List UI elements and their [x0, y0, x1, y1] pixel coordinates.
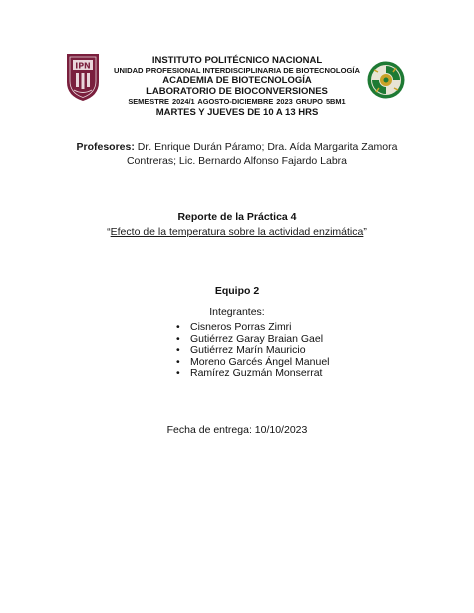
subtitle-open-quote: “ — [107, 226, 111, 238]
semester-line: SEMESTRE 2024/1 AGOSTO-DICIEMBRE 2023 GRUPO 5BM1 — [128, 97, 346, 106]
professors-block — [60, 140, 414, 168]
report-title: Reporte de la Práctica 4 — [177, 211, 297, 223]
unit-name: UNIDAD PROFESIONAL INTERDISCIPLINARIA DE BIOTECNOLOGÍA — [114, 66, 360, 75]
ipn-logo-text: IPN — [75, 61, 91, 71]
subtitle-close-quote: ” — [363, 226, 367, 238]
schedule-line: MARTES Y JUEVES DE 10 A 13 HRS — [155, 107, 319, 118]
upibi-logo — [366, 60, 406, 100]
institute-name: INSTITUTO POLITÉCNICO NACIONAL — [151, 55, 323, 66]
academy-name: ACADEMIA DE BIOTECNOLOGÍA — [162, 75, 312, 86]
lab-name: LABORATORIO DE BIOCONVERSIONES — [146, 86, 328, 97]
list-item: • Gutiérrez Garay Braian Gael — [176, 334, 330, 346]
ipn-logo — [64, 52, 102, 102]
members-list — [176, 322, 330, 380]
list-item: • Gutiérrez Marín Mauricio — [176, 345, 330, 357]
list-item: • Moreno Garcés Ángel Manuel — [176, 357, 330, 369]
report-subtitle — [0, 226, 474, 238]
professors-names: Dr. Enrique Durán Páramo; Dra. Aída Margarita Zamora Contreras; Lic. Bernardo Alfonso Fajardo Labra — [126, 141, 398, 167]
list-item: • Ramírez Guzmán Monserrat — [176, 368, 330, 380]
professors-label: Profesores: — [76, 141, 135, 153]
members-label: Integrantes: — [209, 306, 265, 318]
list-item: • Cisneros Porras Zimri — [176, 322, 330, 334]
subtitle-text: Efecto de la temperatura sobre la actividad enzimática — [110, 226, 364, 238]
delivery-date: Fecha de entrega: 10/10/2023 — [166, 424, 308, 436]
document-header — [105, 55, 369, 119]
team-name: Equipo 2 — [214, 285, 260, 297]
